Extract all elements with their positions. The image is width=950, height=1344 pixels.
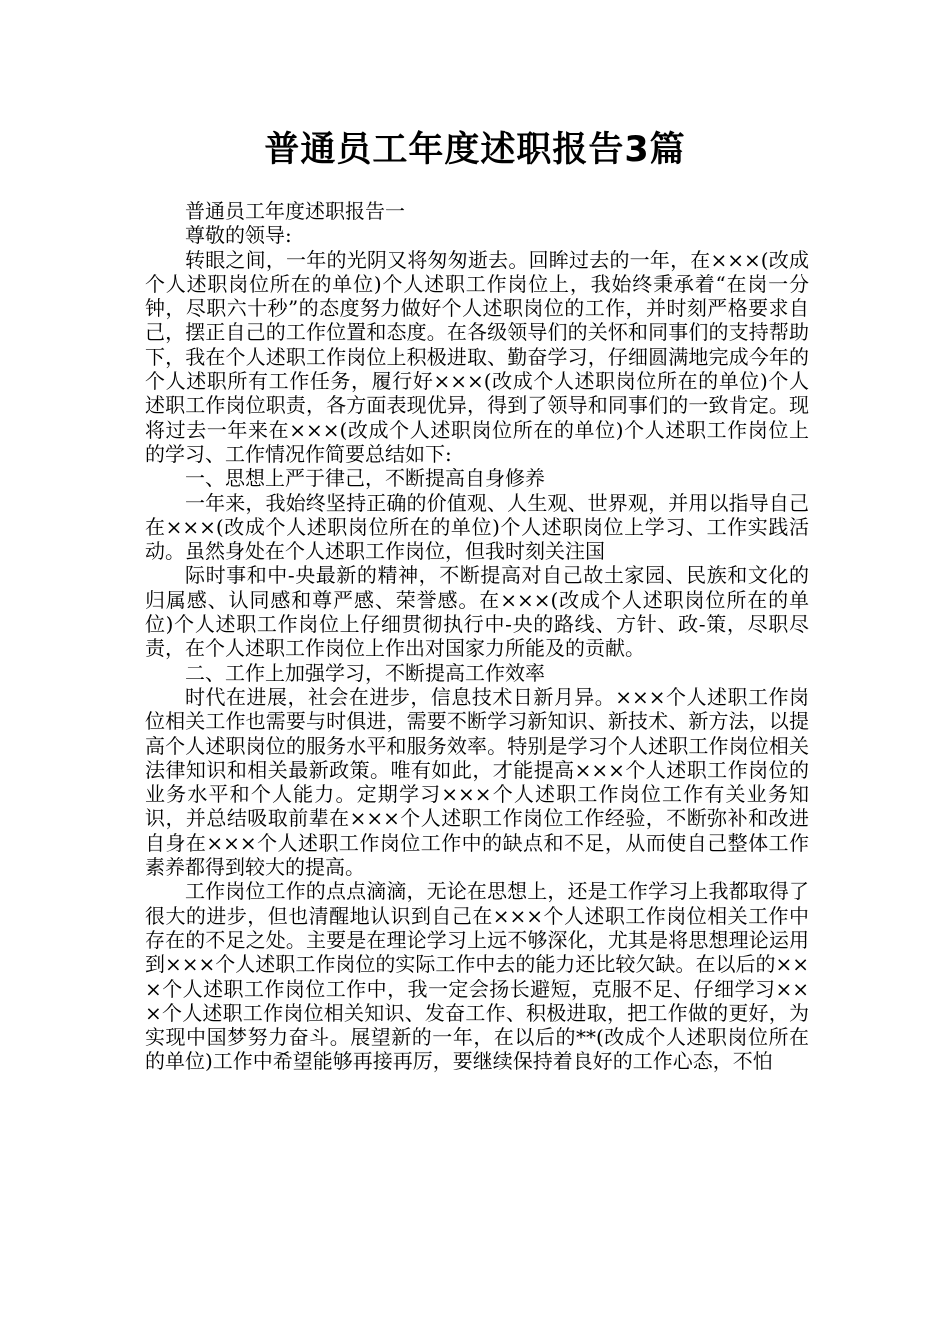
section-heading-1: 一、思想上严于律己，不断提高自身修养 xyxy=(185,466,545,491)
document-body xyxy=(145,199,809,1074)
paragraph-body: 一年来，我始终坚持正确的价值观、人生观、世界观，并用以指导自己在×××(改成个人述职岗位所在的单位)个人述职岗位上学习、工作实践活动。虽然身处在个人述职工作岗位，但我时刻关注国 xyxy=(145,490,809,564)
paragraph-salutation: 尊敬的领导: xyxy=(185,223,292,248)
paragraph-intro: 转眼之间，一年的光阴又将匆匆逝去。回眸过去的一年，在×××(改成个人述职岗位所在的单位)个人述职工作岗位上，我始终秉承着“在岗一分钟，尽职六十秒”的态度努力做好个人述职岗位的工作，并时刻严格要求自己，摆正自己的工作位置和态度。在各级领导们的关怀和同事们的支持帮助下，我在个人述职工作岗位上积极进取、勤奋学习，仔细圆满地完成今年的个人述职所有工作任务，履行好×××(改成个人述职岗位所在的单位)个人述职工作岗位职责，各方面表现优异，得到了领导和同事们的一致肯定。现将过去一年来在×××(改成个人述职岗位所在的单位)个人述职工作岗位上的学习、工作情况作简要总结如下: xyxy=(145,247,809,466)
paragraph-body: 时代在进展，社会在进步，信息技术日新月异。×××个人述职工作岗位相关工作也需要与时俱进，需要不断学习新知识、新技术、新方法，以提高个人述职岗位的服务水平和服务效率。特别是学习个人述职工作岗位相关法律知识和相关最新政策。唯有如此，才能提高×××个人述职工作岗位的业务水平和个人能力。定期学习×××个人述职工作岗位工作有关业务知识，并总结吸取前辈在×××个人述职工作岗位工作经验，不断弥补和改进自身在×××个人述职工作岗位工作中的缺点和不足，从而使自己整体工作素养都得到较大的提高。 xyxy=(145,684,809,880)
paragraph-body: 工作岗位工作的点点滴滴，无论在思想上，还是工作学习上我都取得了很大的进步，但也清醒地认识到自己在×××个人述职工作岗位相关工作中存在的不足之处。主要是在理论学习上远不够深化，尤其是将思想理论运用到×××个人述职工作岗位的实际工作中去的能力还比较欠缺。在以后的×××个人述职工作岗位工作中，我一定会扬长避短，克服不足、仔细学习×××个人述职工作岗位相关知识、发奋工作、积极进取，把工作做的更好，为实现中国梦努力奋斗。展望新的一年，在以后的**(改成个人述职岗位所在的单位)工作中希望能够再接再厉，要继续保持着良好的工作心态，不怕 xyxy=(145,879,809,1074)
section-heading-2: 二、工作上加强学习，不断提高工作效率 xyxy=(185,660,545,685)
paragraph-subtitle: 普通员工年度述职报告一 xyxy=(185,199,405,223)
paragraph-body: 际时事和中-央最新的精神，不断提高对自己故土家园、民族和文化的归属感、认同感和尊严感、荣誉感。在×××(改成个人述职岗位所在的单位)个人述职工作岗位上仔细贯彻执行中-央的路线、方针、政-策，尽职尽责，在个人述职工作岗位上作出对国家力所能及的贡献。 xyxy=(145,563,809,661)
document-title: 普通员工年度述职报告3篇 xyxy=(264,130,686,170)
